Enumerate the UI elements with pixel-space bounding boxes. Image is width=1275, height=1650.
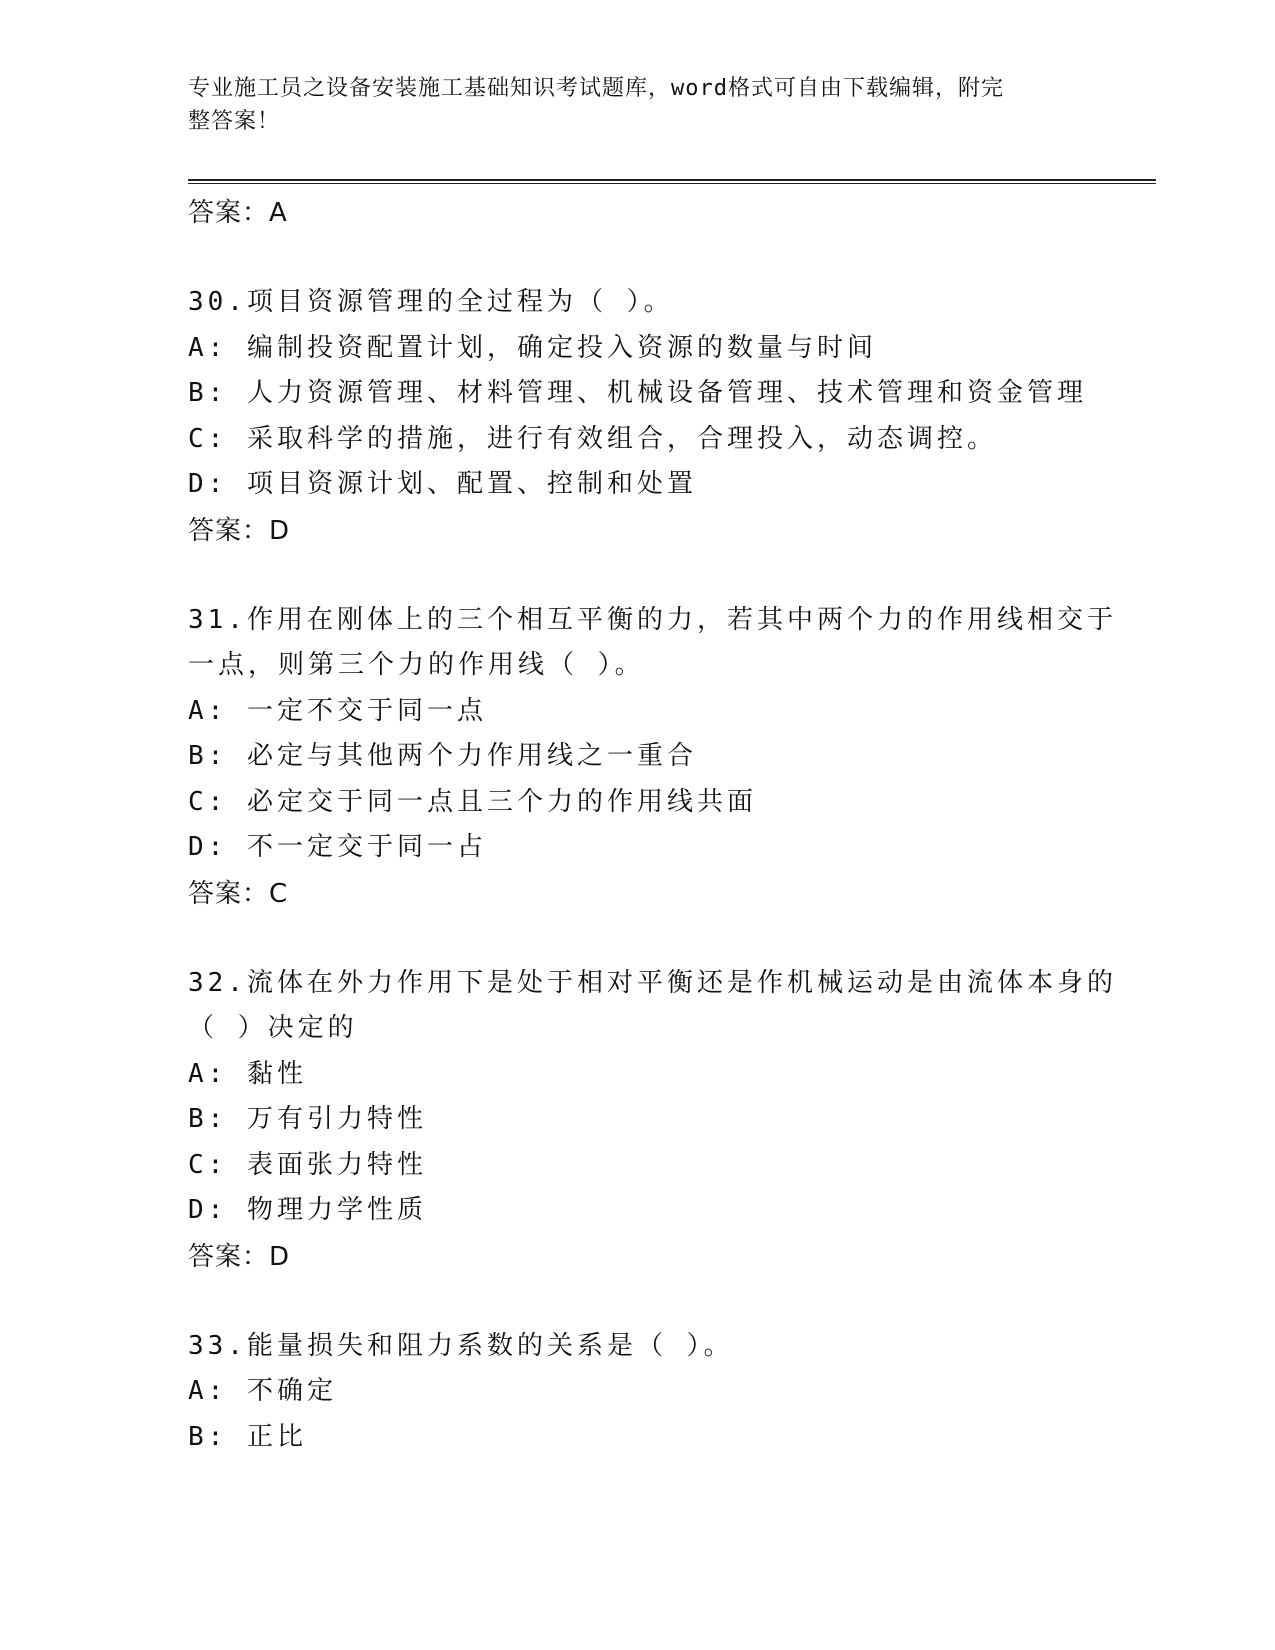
option-c: C: 表面张力特性 <box>188 1149 427 1180</box>
question-text: 32.流体在外力作用下是处于相对平衡还是作机械运动是由流体本身的 <box>188 967 1117 998</box>
question-text-continued: 一点，则第三个力的作用线（ ）。 <box>188 650 645 680</box>
question-text: 33.能量损失和阻力系数的关系是（ ）。 <box>188 1330 734 1361</box>
option-a: A: 黏性 <box>188 1058 307 1089</box>
option-c: C: 必定交于同一点且三个力的作用线共面 <box>188 786 757 817</box>
answer-label: 答案：D <box>188 1241 291 1272</box>
question-list <box>188 190 1148 1460</box>
option-b: B: 必定与其他两个力作用线之一重合 <box>188 741 697 771</box>
answer-label: 答案：A <box>188 198 288 228</box>
question-block <box>188 961 1148 1280</box>
option-d: D: 项目资源计划、配置、控制和处置 <box>188 469 697 499</box>
option-a: A: 编制投资配置计划，确定投入资源的数量与时间 <box>188 332 877 363</box>
option-b: B: 人力资源管理、材料管理、机械设备管理、技术管理和资金管理 <box>188 378 1087 408</box>
option-b: B: 正比 <box>188 1421 307 1452</box>
question-block <box>188 280 1148 554</box>
question-text: 30.项目资源管理的全过程为（ ）。 <box>188 287 674 317</box>
question-block <box>188 598 1148 917</box>
option-c: C: 采取科学的措施，进行有效组合，合理投入，动态调控。 <box>188 423 997 454</box>
header-divider-thin <box>188 183 1156 184</box>
option-d: D: 物理力学性质 <box>188 1195 427 1225</box>
header-line-2: 整答案！ <box>188 109 281 134</box>
header-line-1: 专业施工员之设备安装施工基础知识考试题库，word格式可自由下载编辑，附完 <box>188 76 1004 101</box>
option-a: A: 不确定 <box>188 1376 337 1406</box>
answer-label: 答案：C <box>188 878 289 909</box>
page-header <box>188 72 1088 138</box>
option-b: B: 万有引力特性 <box>188 1104 427 1134</box>
option-a: A: 一定不交于同一点 <box>188 695 487 726</box>
question-text-continued: （ ）决定的 <box>188 1013 358 1043</box>
option-d: D: 不一定交于同一占 <box>188 832 487 862</box>
question-block <box>188 1324 1148 1461</box>
header-divider <box>188 179 1156 181</box>
answer-label: 答案：D <box>188 515 291 546</box>
question-text: 31.作用在刚体上的三个相互平衡的力，若其中两个力的作用线相交于 <box>188 604 1117 635</box>
